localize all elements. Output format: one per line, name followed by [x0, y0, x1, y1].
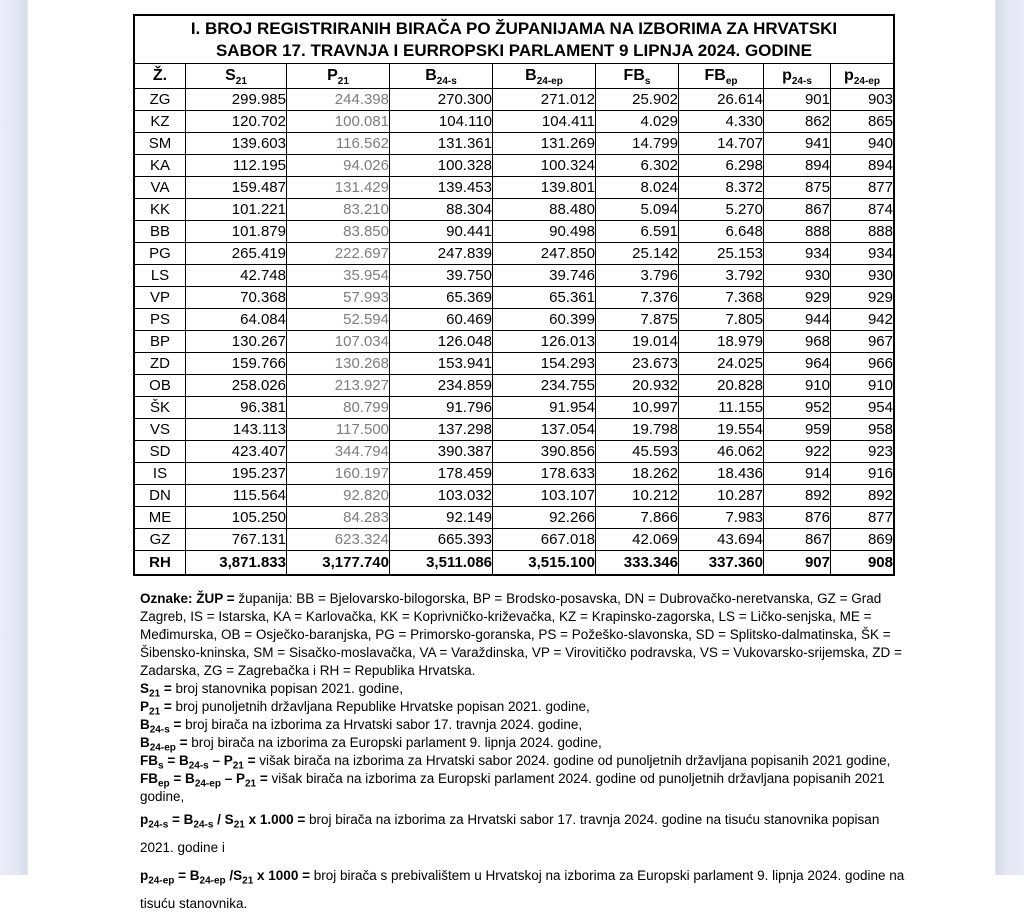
- value-cell: 929: [831, 287, 895, 309]
- value-cell: 6.298: [679, 155, 764, 177]
- value-cell: 92.266: [493, 507, 596, 529]
- value-cell: 23.673: [596, 353, 679, 375]
- value-cell: 7.376: [596, 287, 679, 309]
- value-cell: 894: [764, 155, 831, 177]
- value-cell: 8.372: [679, 177, 764, 199]
- value-cell: 10.212: [596, 485, 679, 507]
- value-cell: 958: [831, 419, 895, 441]
- footnote-2: $S_{21}$ = broj stanovnika popisan 2021. godine,: [140, 681, 403, 700]
- value-cell: 222.697: [287, 243, 390, 265]
- value-cell: 966: [831, 353, 895, 375]
- value-cell: 968: [764, 331, 831, 353]
- value-cell: 19.554: [679, 419, 764, 441]
- value-cell: 344.794: [287, 441, 390, 463]
- value-cell: 80.799: [287, 397, 390, 419]
- value-cell: 4.029: [596, 111, 679, 133]
- value-cell: 94.026: [287, 155, 390, 177]
- value-cell: 100.324: [493, 155, 596, 177]
- value-cell: 130.267: [186, 331, 287, 353]
- value-cell: 103.032: [390, 485, 493, 507]
- value-cell: 964: [764, 353, 831, 375]
- value-cell: 892: [764, 485, 831, 507]
- value-cell: 7.866: [596, 507, 679, 529]
- footnote-9: $p_{24-ep} = B_{24-ep}$ $/S_{21}$ x 1000 = broj birača s prebivalištem u Hrvatskoj na izborima za Europski parlament 9. lipnja 2024. godine na tisuću stanovnika.: [140, 868, 905, 911]
- viewer-right-margin: [995, 0, 1024, 875]
- value-cell: 20.932: [596, 375, 679, 397]
- value-cell: 18.979: [679, 331, 764, 353]
- table-row-vs: [134, 419, 894, 441]
- value-cell: 131.269: [493, 133, 596, 155]
- county-code: OB: [134, 375, 186, 397]
- value-cell: 112.195: [186, 155, 287, 177]
- viewer-left-margin: [0, 0, 28, 875]
- value-cell: 126.013: [493, 331, 596, 353]
- county-code: SD: [134, 441, 186, 463]
- value-cell: 91.954: [493, 397, 596, 419]
- value-cell: 6.648: [679, 221, 764, 243]
- value-cell: 120.702: [186, 111, 287, 133]
- value-cell: 271.012: [493, 89, 596, 111]
- county-code: KZ: [134, 111, 186, 133]
- value-cell: 115.564: [186, 485, 287, 507]
- table-row-bb: [134, 221, 894, 243]
- value-cell: 3.792: [679, 265, 764, 287]
- value-cell: 908: [831, 551, 895, 576]
- table-title-row: [134, 15, 894, 64]
- value-cell: 91.796: [390, 397, 493, 419]
- value-cell: 299.985: [186, 89, 287, 111]
- table-row-bp: [134, 331, 894, 353]
- value-cell: 270.300: [390, 89, 493, 111]
- col-header-b-24-s: $B_{24-s}$: [390, 64, 493, 89]
- value-cell: 4.330: [679, 111, 764, 133]
- value-cell: 116.562: [287, 133, 390, 155]
- value-cell: 131.361: [390, 133, 493, 155]
- table-row-ob: [134, 375, 894, 397]
- county-code: LS: [134, 265, 186, 287]
- value-cell: 100.081: [287, 111, 390, 133]
- column-header-row: [134, 64, 894, 89]
- value-cell: 39.750: [390, 265, 493, 287]
- value-cell: 8.024: [596, 177, 679, 199]
- value-cell: 60.399: [493, 309, 596, 331]
- value-cell: 894: [831, 155, 895, 177]
- value-cell: 767.131: [186, 529, 287, 551]
- value-cell: 3,177.740: [287, 551, 390, 576]
- value-cell: 178.459: [390, 463, 493, 485]
- value-cell: 952: [764, 397, 831, 419]
- value-cell: 934: [831, 243, 895, 265]
- value-cell: 865: [831, 111, 895, 133]
- value-cell: 944: [764, 309, 831, 331]
- table-row-kk: [134, 199, 894, 221]
- value-cell: 160.197: [287, 463, 390, 485]
- value-cell: 39.746: [493, 265, 596, 287]
- value-cell: 234.859: [390, 375, 493, 397]
- value-cell: 18.436: [679, 463, 764, 485]
- value-cell: 903: [831, 89, 895, 111]
- col-header-s-21: $S_{21}$: [186, 64, 287, 89]
- table-row-ps: [134, 309, 894, 331]
- value-cell: 19.798: [596, 419, 679, 441]
- value-cell: 159.766: [186, 353, 287, 375]
- value-cell: 665.393: [390, 529, 493, 551]
- value-cell: 25.142: [596, 243, 679, 265]
- table-row-sd: [134, 441, 894, 463]
- value-cell: 153.941: [390, 353, 493, 375]
- footnote-4: $B_{24-s}$ = broj birača na izborima za Hrvatski sabor 17. travnja 2024. godine,: [140, 717, 583, 736]
- county-code: BB: [134, 221, 186, 243]
- value-cell: 6.591: [596, 221, 679, 243]
- footnote-5: $B_{24-ep}$ = broj birača na izborima za Europski parlament 9. lipnja 2024. godine,: [140, 735, 602, 754]
- col-header-: Ž.: [134, 64, 186, 89]
- value-cell: 14.799: [596, 133, 679, 155]
- value-cell: 875: [764, 177, 831, 199]
- value-cell: 667.018: [493, 529, 596, 551]
- value-cell: 90.441: [390, 221, 493, 243]
- value-cell: 234.755: [493, 375, 596, 397]
- footnotes-block: [140, 590, 910, 918]
- value-cell: 65.361: [493, 287, 596, 309]
- value-cell: 869: [831, 529, 895, 551]
- document-page: [28, 0, 995, 911]
- value-cell: 11.155: [679, 397, 764, 419]
- value-cell: 862: [764, 111, 831, 133]
- county-code: ME: [134, 507, 186, 529]
- value-cell: 126.048: [390, 331, 493, 353]
- value-cell: 35.954: [287, 265, 390, 287]
- registered-voters-table: [133, 14, 895, 576]
- table-row-vp: [134, 287, 894, 309]
- value-cell: 88.480: [493, 199, 596, 221]
- county-code: KK: [134, 199, 186, 221]
- value-cell: 43.694: [679, 529, 764, 551]
- value-cell: 154.293: [493, 353, 596, 375]
- value-cell: 922: [764, 441, 831, 463]
- value-cell: 92.149: [390, 507, 493, 529]
- value-cell: 867: [764, 199, 831, 221]
- value-cell: 929: [764, 287, 831, 309]
- value-cell: 60.469: [390, 309, 493, 331]
- footnote-3: $P_{21}$ = broj punoljetnih državljana Republike Hrvatske popisan 2021. godine,: [140, 699, 590, 718]
- table-row-ka: [134, 155, 894, 177]
- value-cell: 934: [764, 243, 831, 265]
- value-cell: 7.805: [679, 309, 764, 331]
- col-header-fb-ep: $FB_{ep}$: [679, 64, 764, 89]
- value-cell: 92.820: [287, 485, 390, 507]
- county-code: ZD: [134, 353, 186, 375]
- value-cell: 96.381: [186, 397, 287, 419]
- value-cell: 930: [831, 265, 895, 287]
- value-cell: 101.221: [186, 199, 287, 221]
- value-cell: 84.283: [287, 507, 390, 529]
- value-cell: 877: [831, 507, 895, 529]
- value-cell: 3,515.100: [493, 551, 596, 576]
- value-cell: 137.054: [493, 419, 596, 441]
- value-cell: 65.369: [390, 287, 493, 309]
- county-code: GZ: [134, 529, 186, 551]
- county-code: ZG: [134, 89, 186, 111]
- value-cell: 18.262: [596, 463, 679, 485]
- table-row-total-rh: [134, 551, 894, 576]
- value-cell: 46.062: [679, 441, 764, 463]
- value-cell: 930: [764, 265, 831, 287]
- value-cell: 247.839: [390, 243, 493, 265]
- value-cell: 876: [764, 507, 831, 529]
- table-row-dn: [134, 485, 894, 507]
- value-cell: 258.026: [186, 375, 287, 397]
- value-cell: 892: [831, 485, 895, 507]
- table-row-zd: [134, 353, 894, 375]
- county-code: VP: [134, 287, 186, 309]
- value-cell: 5.094: [596, 199, 679, 221]
- value-cell: 923: [831, 441, 895, 463]
- table-row-kz: [134, 111, 894, 133]
- table-title-line2: SABOR 17. TRAVNJA I EURROPSKI PARLAMENT 9 LIPNJA 2024. GODINE: [215, 40, 813, 60]
- value-cell: 88.304: [390, 199, 493, 221]
- county-code: PG: [134, 243, 186, 265]
- value-cell: 877: [831, 177, 895, 199]
- value-cell: 265.419: [186, 243, 287, 265]
- table-row-gz: [134, 529, 894, 551]
- county-code: SM: [134, 133, 186, 155]
- value-cell: 104.110: [390, 111, 493, 133]
- footnote-6: $FB_s = B_{24-s} - P_{21}$ = višak birača na izborima za Hrvatski sabor 2024. godine od punoljetnih državljana popisanih 2021 godine,: [140, 753, 891, 772]
- value-cell: 100.328: [390, 155, 493, 177]
- value-cell: 333.346: [596, 551, 679, 576]
- value-cell: 45.593: [596, 441, 679, 463]
- county-code: VA: [134, 177, 186, 199]
- value-cell: 10.997: [596, 397, 679, 419]
- value-cell: 101.879: [186, 221, 287, 243]
- value-cell: 337.360: [679, 551, 764, 576]
- value-cell: 25.902: [596, 89, 679, 111]
- value-cell: 959: [764, 419, 831, 441]
- value-cell: 901: [764, 89, 831, 111]
- value-cell: 967: [831, 331, 895, 353]
- footnote-8: $p_{24-s} = B_{24-s} / S_{21}$ x 1.000 = broj birača na izborima za Hrvatski sabor 17. travnja 2024. godine na tisuću stanovnika popisan 2021. godine i: [140, 812, 880, 855]
- value-cell: 139.453: [390, 177, 493, 199]
- col-header-fb-s: $FB_s$: [596, 64, 679, 89]
- value-cell: 70.368: [186, 287, 287, 309]
- value-cell: 10.287: [679, 485, 764, 507]
- value-cell: 3.796: [596, 265, 679, 287]
- value-cell: 867: [764, 529, 831, 551]
- value-cell: 83.850: [287, 221, 390, 243]
- col-header-b-24-ep: $B_{24-ep}$: [493, 64, 596, 89]
- county-code: VS: [134, 419, 186, 441]
- value-cell: 83.210: [287, 199, 390, 221]
- col-header-p-24-s: $p_{24-s}$: [764, 64, 831, 89]
- value-cell: 390.387: [390, 441, 493, 463]
- value-cell: 139.801: [493, 177, 596, 199]
- value-cell: 910: [764, 375, 831, 397]
- county-code: BP: [134, 331, 186, 353]
- value-cell: 423.407: [186, 441, 287, 463]
- table-title-line1: I. BROJ REGISTRIRANIH BIRAČA PO ŽUPANIJAMA NA IZBORIMA ZA HRVATSKI: [190, 18, 838, 38]
- value-cell: 3,871.833: [186, 551, 287, 576]
- value-cell: 103.107: [493, 485, 596, 507]
- value-cell: 42.748: [186, 265, 287, 287]
- table-row-k: [134, 397, 894, 419]
- value-cell: 888: [764, 221, 831, 243]
- value-cell: 178.633: [493, 463, 596, 485]
- col-header-p-24-ep: $p_{24-ep}$: [831, 64, 895, 89]
- value-cell: 7.875: [596, 309, 679, 331]
- value-cell: 213.927: [287, 375, 390, 397]
- value-cell: 117.500: [287, 419, 390, 441]
- county-code: DN: [134, 485, 186, 507]
- value-cell: 90.498: [493, 221, 596, 243]
- county-code: PS: [134, 309, 186, 331]
- value-cell: 130.268: [287, 353, 390, 375]
- value-cell: 19.014: [596, 331, 679, 353]
- value-cell: 888: [831, 221, 895, 243]
- value-cell: 874: [831, 199, 895, 221]
- value-cell: 139.603: [186, 133, 287, 155]
- value-cell: 247.850: [493, 243, 596, 265]
- value-cell: 390.856: [493, 441, 596, 463]
- footnote-1: Oznake: ŽUP = županija: BB = Bjelovarsko-bilogorska, BP = Brodsko-posavska, DN = Dubrovačko-neretvanska, GZ = Grad Zagreb, IS = Istarska, KA = Karlovačka, KK = Koprivničko-križevačka, KZ = Krapinsko-zagorska, LS = Ličko-senjska, ME = Međimurska, OB = Osječko-baranjska, PG = Primorsko-goranska, PS = Požeško-slavonska, SD = Splitsko-dalmatinska, ŠK = Šibensko-kninska, SM = Sisačko-moslavačka, VA = Varaždinska, VP = Virovitičko podravska, VS = Vukovarsko-srijemska, ZD = Zadarska, ZG = Zagrebačka i RH = Republika Hrvatska.: [140, 591, 902, 678]
- value-cell: 7.983: [679, 507, 764, 529]
- value-cell: 907: [764, 551, 831, 576]
- value-cell: 26.614: [679, 89, 764, 111]
- value-cell: 20.828: [679, 375, 764, 397]
- county-code: KA: [134, 155, 186, 177]
- value-cell: 954: [831, 397, 895, 419]
- value-cell: 104.411: [493, 111, 596, 133]
- value-cell: 107.034: [287, 331, 390, 353]
- value-cell: 14.707: [679, 133, 764, 155]
- table-row-va: [134, 177, 894, 199]
- value-cell: 57.993: [287, 287, 390, 309]
- value-cell: 143.113: [186, 419, 287, 441]
- value-cell: 623.324: [287, 529, 390, 551]
- value-cell: 42.069: [596, 529, 679, 551]
- value-cell: 916: [831, 463, 895, 485]
- value-cell: 52.594: [287, 309, 390, 331]
- table-row-zg: [134, 89, 894, 111]
- value-cell: 7.368: [679, 287, 764, 309]
- value-cell: 195.237: [186, 463, 287, 485]
- value-cell: 24.025: [679, 353, 764, 375]
- county-code: RH: [134, 551, 186, 576]
- value-cell: 6.302: [596, 155, 679, 177]
- value-cell: 914: [764, 463, 831, 485]
- col-header-p-21: $P_{21}$: [287, 64, 390, 89]
- value-cell: 3,511.086: [390, 551, 493, 576]
- value-cell: 244.398: [287, 89, 390, 111]
- county-code: IS: [134, 463, 186, 485]
- county-code: ŠK: [134, 397, 186, 419]
- table-row-sm: [134, 133, 894, 155]
- value-cell: 5.270: [679, 199, 764, 221]
- table-row-pg: [134, 243, 894, 265]
- table-row-ls: [134, 265, 894, 287]
- footnote-7: $FB_{ep} = B_{24-ep} - P_{21}$ = višak birača na izborima za Europski parlament 2024. godine od punoljetnih državljana popisanih 2021 godine,: [140, 771, 885, 804]
- value-cell: 131.429: [287, 177, 390, 199]
- value-cell: 25.153: [679, 243, 764, 265]
- table-row-is: [134, 463, 894, 485]
- value-cell: 910: [831, 375, 895, 397]
- value-cell: 940: [831, 133, 895, 155]
- value-cell: 137.298: [390, 419, 493, 441]
- table-row-me: [134, 507, 894, 529]
- value-cell: 64.084: [186, 309, 287, 331]
- table-title: [134, 15, 894, 64]
- value-cell: 159.487: [186, 177, 287, 199]
- value-cell: 105.250: [186, 507, 287, 529]
- value-cell: 941: [764, 133, 831, 155]
- value-cell: 942: [831, 309, 895, 331]
